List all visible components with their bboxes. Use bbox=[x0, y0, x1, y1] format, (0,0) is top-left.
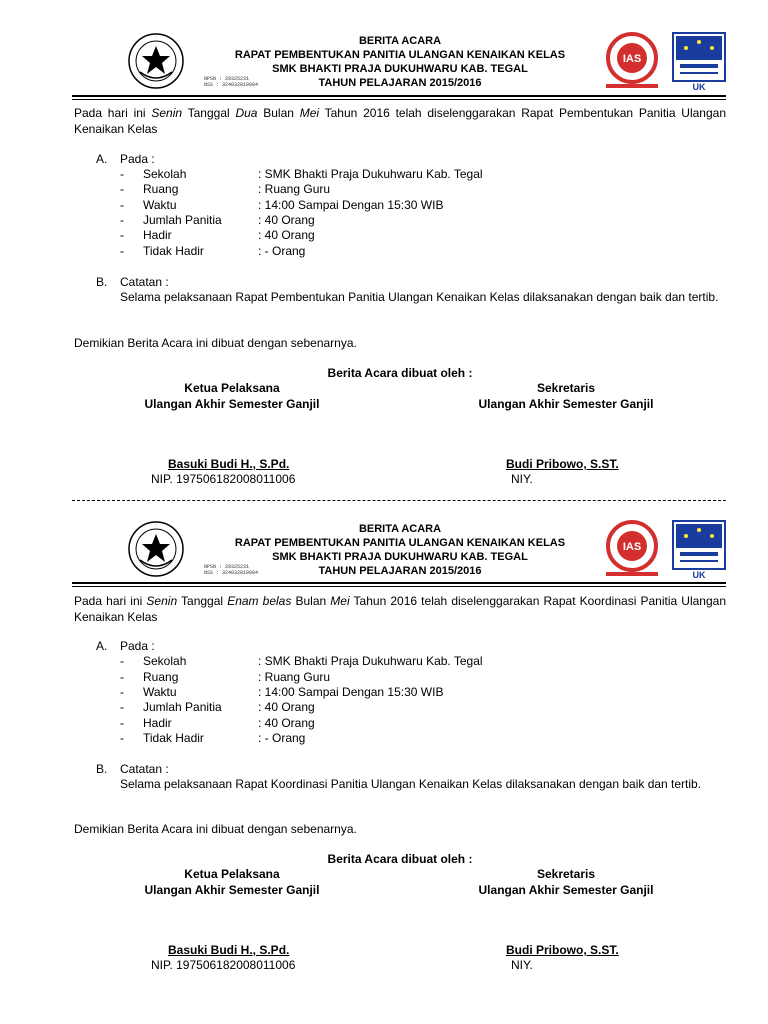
detail-value: : Ruang Guru bbox=[258, 182, 331, 196]
detail-value: : Ruang Guru bbox=[258, 670, 331, 684]
nss-text: NSS : 324032818004 bbox=[204, 82, 259, 88]
list-bullet: - bbox=[120, 213, 124, 227]
detail-value: : SMK Bhakti Praja Dukuhwaru Kab. Tegal bbox=[258, 654, 483, 668]
letterhead-titles bbox=[222, 34, 578, 90]
letterhead-titles bbox=[222, 522, 578, 578]
detail-value: : 40 Orang bbox=[258, 700, 315, 714]
section-a-title: Pada : bbox=[120, 639, 155, 653]
list-bullet: - bbox=[120, 167, 124, 181]
svg-text:IAS: IAS bbox=[622, 541, 642, 553]
nss-text: NSS : 324032818004 bbox=[204, 570, 259, 576]
header-rule bbox=[72, 582, 726, 584]
svg-text:UK: UK bbox=[692, 82, 706, 92]
school-logo-icon bbox=[126, 520, 186, 578]
doc-title: BERITA ACARA bbox=[358, 35, 442, 47]
made-by-text: Berita Acara dibuat oleh : bbox=[327, 852, 473, 866]
detail-label: Sekolah bbox=[143, 167, 187, 181]
list-bullet: - bbox=[120, 700, 124, 714]
right-role-event: Ulangan Akhir Semester Ganjil bbox=[478, 883, 654, 897]
left-signatory-name: Basuki Budi H., S.Pd. bbox=[168, 943, 290, 957]
left-signatory-name: Basuki Budi H., S.Pd. bbox=[168, 457, 290, 471]
list-bullet: - bbox=[120, 654, 124, 668]
detail-value: : 40 Orang bbox=[258, 716, 315, 730]
section-a-letter: A. bbox=[96, 152, 108, 166]
list-bullet: - bbox=[120, 182, 124, 196]
letterhead bbox=[72, 32, 726, 96]
right-role-event: Ulangan Akhir Semester Ganjil bbox=[478, 397, 654, 411]
detail-label: Sekolah bbox=[143, 654, 187, 668]
list-bullet: - bbox=[120, 198, 124, 212]
detail-label: Ruang bbox=[143, 182, 179, 196]
detail-label: Hadir bbox=[143, 228, 172, 242]
doc-title: BERITA ACARA bbox=[358, 523, 442, 535]
list-bullet: - bbox=[120, 228, 124, 242]
academic-year: TAHUN PELAJARAN 2015/2016 bbox=[318, 77, 482, 89]
list-bullet: - bbox=[120, 244, 124, 258]
left-signatory-id: NIP. 197506182008011006 bbox=[151, 472, 296, 486]
document-section-1 bbox=[0, 0, 768, 500]
made-by-text: Berita Acara dibuat oleh : bbox=[327, 366, 473, 380]
letterhead bbox=[72, 520, 726, 584]
header-rule-thin bbox=[72, 99, 726, 100]
right-role: Sekretaris bbox=[536, 381, 596, 395]
right-signatory-id: NIY. bbox=[511, 472, 533, 486]
intro-paragraph: Pada hari ini Senin Tanggal Dua Bulan Mei Tahun 2016 telah diselenggarakan Rapat Pembentukan Panitia Ulangan Kenaikan Kelas bbox=[74, 106, 726, 136]
left-role-event: Ulangan Akhir Semester Ganjil bbox=[144, 883, 320, 897]
note-text: Selama pelaksanaan Rapat Pembentukan Panitia Ulangan Kenaikan Kelas dilaksanakan dengan baik dan tertib. bbox=[120, 290, 719, 304]
header-rule-thin bbox=[72, 586, 726, 587]
detail-value: : 40 Orang bbox=[258, 228, 315, 242]
school-logo-icon bbox=[126, 32, 186, 90]
list-bullet: - bbox=[120, 670, 124, 684]
npsn-text: NPSN : 20325231 bbox=[204, 564, 250, 570]
detail-label: Tidak Hadir bbox=[143, 244, 204, 258]
document-section-2 bbox=[0, 488, 768, 1024]
left-role-event: Ulangan Akhir Semester Ganjil bbox=[144, 397, 320, 411]
detail-value: : - Orang bbox=[258, 244, 306, 258]
detail-label: Ruang bbox=[143, 670, 179, 684]
closing-text: Demikian Berita Acara ini dibuat dengan sebenarnya. bbox=[74, 822, 357, 836]
section-a-letter: A. bbox=[96, 639, 108, 653]
academic-year: TAHUN PELAJARAN 2015/2016 bbox=[318, 565, 482, 577]
left-role: Ketua Pelaksana bbox=[184, 867, 280, 881]
svg-text:IAS: IAS bbox=[622, 53, 642, 65]
detail-value: : 14:00 Sampai Dengan 15:30 WIB bbox=[258, 685, 444, 699]
school-name: SMK BHAKTI PRAJA DUKUHWARU KAB. TEGAL bbox=[272, 63, 528, 75]
detail-value: : 14:00 Sampai Dengan 15:30 WIB bbox=[258, 198, 444, 212]
detail-label: Waktu bbox=[143, 198, 177, 212]
detail-label: Jumlah Panitia bbox=[143, 213, 222, 227]
detail-value: : - Orang bbox=[258, 731, 306, 745]
detail-label: Tidak Hadir bbox=[143, 731, 204, 745]
right-signatory-id: NIY. bbox=[511, 958, 533, 972]
npsn-text: NPSN : 20325231 bbox=[204, 76, 250, 82]
ukas-logo-icon bbox=[672, 520, 726, 580]
note-text: Selama pelaksanaan Rapat Koordinasi Panitia Ulangan Kenaikan Kelas dilaksanakan dengan baik dan tertib. bbox=[120, 777, 702, 791]
section-b-letter: B. bbox=[96, 275, 108, 289]
section-b-title: Catatan : bbox=[120, 275, 169, 289]
detail-label: Waktu bbox=[143, 685, 177, 699]
list-bullet: - bbox=[120, 731, 124, 745]
ias-logo-icon bbox=[600, 32, 664, 90]
detail-label: Jumlah Panitia bbox=[143, 700, 222, 714]
detail-label: Hadir bbox=[143, 716, 172, 730]
left-signatory-id: NIP. 197506182008011006 bbox=[151, 958, 296, 972]
doc-subtitle: RAPAT PEMBENTUKAN PANITIA ULANGAN KENAIKAN KELAS bbox=[234, 537, 566, 549]
right-signatory-name: Budi Pribowo, S.ST. bbox=[506, 457, 619, 471]
left-role: Ketua Pelaksana bbox=[184, 381, 280, 395]
header-rule bbox=[72, 95, 726, 97]
section-a-title: Pada : bbox=[120, 152, 155, 166]
ukas-logo-icon bbox=[672, 32, 726, 92]
list-bullet: - bbox=[120, 716, 124, 730]
right-role: Sekretaris bbox=[536, 867, 596, 881]
doc-subtitle: RAPAT PEMBENTUKAN PANITIA ULANGAN KENAIKAN KELAS bbox=[234, 49, 566, 61]
svg-text:UK: UK bbox=[692, 570, 706, 580]
school-name: SMK BHAKTI PRAJA DUKUHWARU KAB. TEGAL bbox=[272, 551, 528, 563]
intro-paragraph: Pada hari ini Senin Tanggal Enam belas Bulan Mei Tahun 2016 telah diselenggarakan Rapat Koordinasi Panitia Ulangan Kenaikan Kelas bbox=[74, 594, 726, 624]
section-b-title: Catatan : bbox=[120, 762, 169, 776]
list-bullet: - bbox=[120, 685, 124, 699]
right-signatory-name: Budi Pribowo, S.ST. bbox=[506, 943, 619, 957]
closing-text: Demikian Berita Acara ini dibuat dengan sebenarnya. bbox=[74, 336, 357, 350]
section-b-letter: B. bbox=[96, 762, 108, 776]
detail-value: : SMK Bhakti Praja Dukuhwaru Kab. Tegal bbox=[258, 167, 483, 181]
detail-value: : 40 Orang bbox=[258, 213, 315, 227]
ias-logo-icon bbox=[600, 520, 664, 578]
